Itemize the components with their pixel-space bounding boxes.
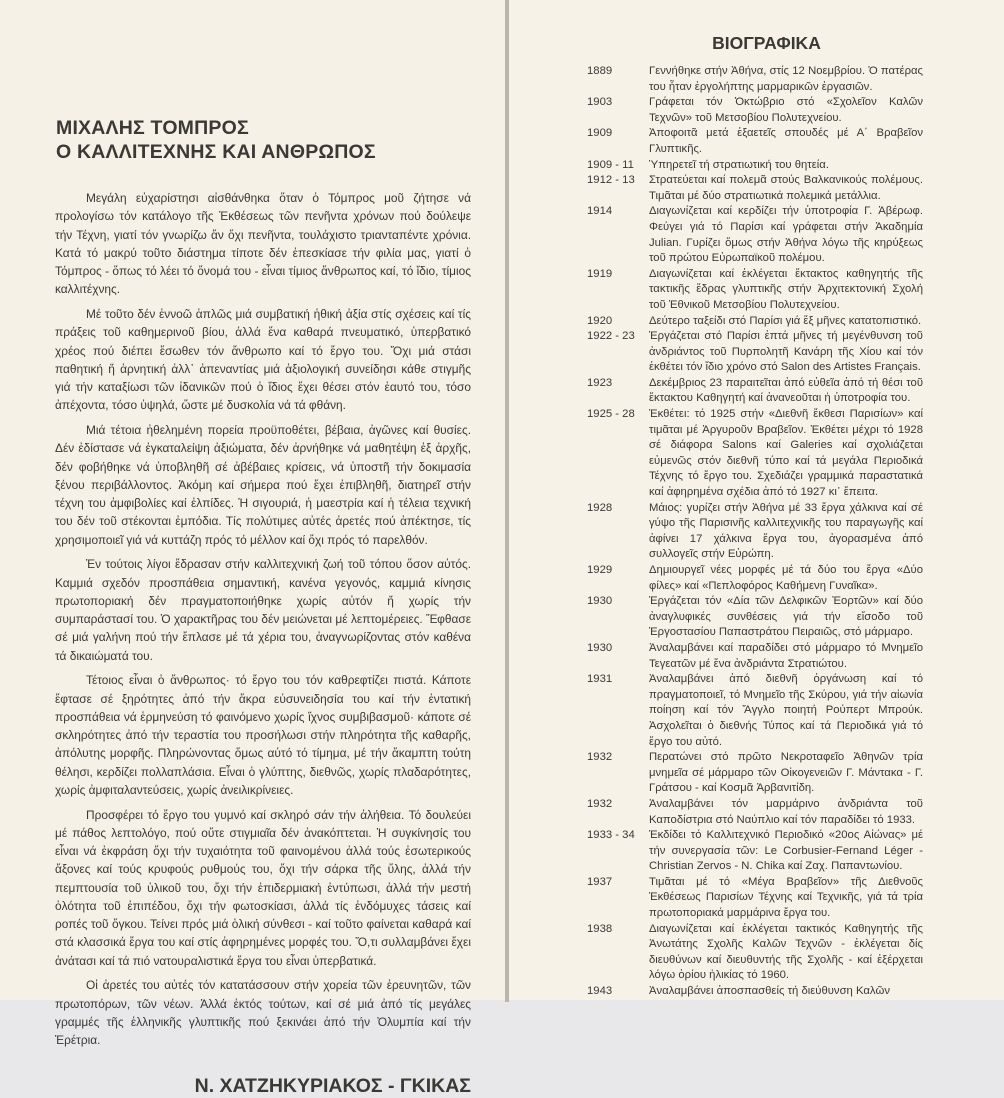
essay-paragraph: Ἐν τούτοις λίγοι ἔδρασαν στήν καλλιτεχνική ζωή τοῦ τόπου ὅσον αὐτός. Καμμιά σχεδόν προσπάθεια σημαντική, κανένα γεγονός, καμμιά κίνησις πρωτοποριακή δέν πραγματοποιήθηκε χωρίς αὐτόν ἤ χωρίς τήν συμπαράστασί του. Ὁ χαρακτῆρας του δέν μειώνεται μέ λεπτομέρειες. Ἔφθασε σέ μιά γαλήνη πού τήν ἔπλασε μέ τά χέρια του, ἀναγνωρίζοντας στόν καθένα τά δικαιώματά του. xyxy=(55,557,471,663)
biography-entry xyxy=(587,407,923,501)
essay-title-line-1: ΜΙΧΑΛΗΣ ΤΟΜΠΡΟΣ xyxy=(56,117,249,139)
entry-year: 1932 xyxy=(587,751,613,764)
biography-entry xyxy=(587,501,923,563)
biography-entry xyxy=(587,922,923,984)
biography-entry xyxy=(587,314,923,330)
entry-text: Δημιουργεῖ νέες μορφές μέ τά δύο του ἔργα «Δύο φίλες» καί «Πεπλοφόρος Καθήμενη Γυναῖκα». xyxy=(649,564,923,592)
biography-list xyxy=(587,64,923,1000)
essay-body xyxy=(55,189,471,1056)
essay-title xyxy=(56,116,471,164)
entry-year: 1943 xyxy=(587,985,613,998)
essay-column xyxy=(55,116,471,1098)
biography-entry xyxy=(587,641,923,672)
entry-text: Δεκέμβριος 23 παραιτεῖται ἀπό εὐθεῖα ἀπό τή θέσι τοῦ ἔκτακτου Καθηγητή καί ἀνανεοῦται ἡ ὑποτροφία του. xyxy=(649,376,923,405)
entry-year: 1938 xyxy=(587,922,613,935)
biography-entry xyxy=(587,594,923,641)
biography-entry xyxy=(587,64,923,95)
essay-paragraph: Μιά τέτοια ἠθελημένη πορεία προϋποθέτει, βέβαια, ἀγῶνες καί θυσίες. Δέν ἐδίστασε νά ἐγκαταλείψη ἀξιώματα, δέν ἀρνήθηκε νά μαθητέψη ἐξ ἀρχῆς, δέν φοβήθηκε νά ὑποβληθῆ σέ ἀβέβαιες κρίσεις, νά ὑποστῆ τήν δοκιμασία ξένου περιβάλλοντος. Ἀκόμη καί σήμερα πού ἔχει ἐπιβληθῆ, διατηρεῖ στήν τέχνη του ἀμφιβολίες καί ἐλπίδες. Ἡ σιγουριά, ἡ μαεστρία καί ἡ τέλεια τεχνική του δέν τοῦ στέκονται ἐμπόδια. Τίς πολύτιμες αὐτές ἀρετές πού ἀπέκτησε, τίς χρησιμοποιεῖ γιά νά κυττάζη πρός τό μέλλον καί ὄχι πρός τό παρελθόν. xyxy=(55,423,471,547)
entry-text: Ἀποφοιτᾶ μετά ἑξαετεῖς σπουδές μέ Α΄ Βραβεῖον Γλυπτικῆς. xyxy=(649,127,923,155)
biography-entry xyxy=(587,828,923,875)
entry-text: Ἀναλαμβάνει ἀπό διεθνῆ ὀργάνωση καί τό πραγματοποιεῖ, τό Μνημεῖο τῆς Σκύρου, γιά τήν αἰωνία ποίηση καί τόν Ἄγγλο ποιητή Ρούπερτ Μπρούκ. Ἀσχολεῖται ὁ διεθνής Τύπος καί τά Περιοδικά γιά τό ἔργο του αὐτό. xyxy=(649,673,923,748)
essay-paragraph: Μέ τοῦτο δέν ἐννοῶ ἁπλῶς μιά συμβατική ἠθική ἀξία στίς σχέσεις καί τίς πράξεις τοῦ καθημερινοῦ βίου, ἀλλά ἕνα καθαρά πνευματικό, ὑπερβατικό χρέος πού διέπει ἔσωθεν τόν ἄνθρωπο καί τό ἔργο του. Ὄχι μιά στάσι παθητική ἤ ἀρνητική ἀλλ᾽ ἀπεναντίας μιά ἀξιολογική συνείδησι κάθε στιγμῆς γιά τήν καταξίωσι τῶν ἰδανικῶν πού ὁ ἴδιος ἔχει θέσει στόν ἑαυτό του, τόσο ἀπέχοντα, τόσο ὑψηλά, ὥστε μέ δυσκολία νά τά φθάνη. xyxy=(55,307,471,413)
biography-title: ΒΙΟΓΡΑΦΙΚΑ xyxy=(712,33,821,53)
right-page xyxy=(509,0,1004,1000)
biography-entry xyxy=(587,126,923,157)
entry-year: 1937 xyxy=(587,875,613,888)
entry-text: Περατώνει στό πρῶτο Νεκροταφεῖο Ἀθηνῶν τρία μνημεῖα σέ μάρμαρο τῶν Οἰκογενειῶν Γ. Μάντακα - Γ. Γράτσου - καί Κοσμᾶ Ἀρβανιτίδη. xyxy=(649,751,923,795)
entry-text: Διαγωνίζεται καί ἐκλέγεται ἔκτακτος καθηγητής τῆς τακτικῆς ἕδρας γλυπτικῆς στήν Ἀρχιτεκτονική Σχολή τοῦ Ἐθνικοῦ Μετσοβίου Πολυτεχνείου. xyxy=(649,267,923,311)
entry-text: Γράφεται τόν Ὀκτώβριο στό «Σχολεῖον Καλῶν Τεχνῶν» τοῦ Μετσοβίου Πολυτεχνείου. xyxy=(649,96,923,124)
entry-year: 1930 xyxy=(587,641,613,654)
entry-year: 1932 xyxy=(587,797,613,810)
entry-year: 1909 xyxy=(587,127,613,140)
biography-entry xyxy=(587,267,923,314)
entry-year: 1912 - 13 xyxy=(587,174,635,187)
entry-text: Δεύτερο ταξείδι στό Παρίσι γιά ἕξ μῆνες κατατοπιστικό. xyxy=(649,314,922,327)
entry-year: 1914 xyxy=(587,205,613,218)
entry-year: 1889 xyxy=(587,65,613,77)
biography-entry xyxy=(587,376,923,407)
biography-entry xyxy=(587,563,923,594)
entry-text: Ἐκδίδει τό Καλλιτεχνικό Περιοδικό «20ος Αἰώνας» μέ τήν συνεργασία τῶν: Le Corbusier-Fernand Léger - Christian Zervos - N. Chika καί Ζαχ. Παπαντωνίου. xyxy=(649,829,923,873)
entry-year: 1931 xyxy=(587,673,613,686)
entry-year: 1920 xyxy=(587,314,613,327)
biography-entry xyxy=(587,672,923,750)
biography-entry xyxy=(587,158,923,174)
biography-entry xyxy=(587,875,923,922)
entry-year: 1922 - 23 xyxy=(587,330,635,343)
entry-year: 1929 xyxy=(587,564,613,576)
biography-entry xyxy=(587,329,923,376)
essay-paragraph: Τέτοιος εἶναι ὁ ἄνθρωπος· τό ἔργο του τόν καθρεφτίζει πιστά. Κάποτε ἔφτασε σέ ξηρότητες ἀπό τήν ἄκρα εὐσυνειδησία του καί τήν ἐντατική προσπάθεια νά ἑρμηνεύση τό φαινόμενο χωρίς ἴχνος συμβιβασμοῦ· κάποτε σέ σκληρότητες ἀπό τήν τεραστία του προσήλωσι στήν πληρότητα τῆς καθαρῆς, ἀπόλυτης μορφῆς. Πληρώνοντας ὅμως αὐτό τό τίμημα, μέ τήν ἄκαμπτη τούτη θέλησι, κερδίζει πολλαπλάσια. Εἶναι ὁ γλύπτης, διεθνῶς, χωρίς πλαδαρότητες, χωρίς ἀμφιταλαντεύσεις, χωρίς ἀνειλικρίνειες. xyxy=(55,673,471,797)
entry-year: 1930 xyxy=(587,595,613,608)
biography-entry xyxy=(587,750,923,797)
biography-entry xyxy=(587,173,923,204)
entry-text: Στρατεύεται καί πολεμᾶ στούς Βαλκανικούς πολέμους. Τιμᾶται μέ δύο στρατιωτικά πολεμικά μετάλλια. xyxy=(649,174,923,202)
entry-text: Ὑπηρετεῖ τή στρατιωτική του θητεία. xyxy=(649,158,829,171)
entry-year: 1909 - 11 xyxy=(587,158,634,171)
biography-entry xyxy=(587,797,923,828)
biography-entry xyxy=(587,95,923,126)
essay-paragraph: Προσφέρει τό ἔργο του γυμνό καί σκληρό σάν τήν ἀλήθεια. Τό δουλεύει μέ πάθος λεπτολόγο, πού οὔτε στιγμιαῖα δέν ἀνακόπτεται. Ἡ συγκίνησίς του εἶναι νά ἐκφράση ὄχι τήν τυχαιότητα τοῦ φαινομένου ἀλλά τούς ἐσωτερικούς ἄξονες καί τούς κρυφούς ρυθμούς του, ὄχι τήν σάρκα τῆς ὕλης, ἀλλά τήν πεμπτουσία τοῦ ὑλικοῦ του, ὄχι τήν ἐπιδερμιακή ἐντύπωσι, ἀλλά τήν μεστή ὁλότητα τοῦ ἐπιπέδου, ὄχι τήν φωτοσκίασι, ἀλλά τίς ἐνδόμυχες τάσεις καί ροπές τοῦ ὄγκου. Τείνει πρός μιά ὁλική σύνθεσι - καί τοῦτο φαίνεται καθαρά καί στά κλασσικά ἔργα του καί στίς ἀφηρημένες μορφές του. Ὅ,τι συλλαμβάνει ἔχει ἀνάτασι καί τά πιό νατουραλιστικά ἔργα του εἶναι ὑπερβατικά. xyxy=(55,807,471,968)
biography-entry xyxy=(587,204,923,266)
entry-year: 1928 xyxy=(587,501,613,514)
entry-year: 1925 - 28 xyxy=(587,408,635,421)
entry-text: Γεννήθηκε στήν Ἀθήνα, στίς 12 Νοεμβρίου. Ὁ πατέρας του ἦταν ἐργολήπτης μαρμαρικῶν ἐργασιῶν. xyxy=(649,65,923,93)
entry-text: Τιμᾶται μέ τό «Μέγα Βραβεῖον» τῆς Διεθνοῦς Ἐκθέσεως Παρισίων Τέχνης καί Τεχνικῆς, γιά τά τρία πρωτοποριακά μαρμάρινα ἔργα του. xyxy=(649,875,923,920)
entry-text: Ἀναλαμβάνει ἀποσπασθείς τή διεύθυνση Καλῶν xyxy=(649,985,891,998)
entry-year: 1923 xyxy=(587,376,613,389)
entry-year: 1933 - 34 xyxy=(587,829,635,842)
entry-text: Διαγωνίζεται καί ἐκλέγεται τακτικός Καθηγητής τῆς Ἀνωτάτης Σχολῆς Καλῶν Τεχνῶν - ἐκλέγεται δίς διευθύνων καί διευθυντής τῆς Σχολῆς - καί ἐξέρχεται λόγω ὁρίου ἡλικίας τό 1960. xyxy=(649,922,923,982)
entry-text: Ἀναλαμβάνει καί παραδίδει στό μάρμαρο τό Μνημεῖο Τεγεατῶν μέ ἕνα ἀνδριάντα Στρατιώτου. xyxy=(649,641,923,670)
entry-year: 1903 xyxy=(587,96,613,109)
entry-year: 1919 xyxy=(587,267,613,280)
essay-paragraph: Μεγάλη εὐχαρίστησι αἰσθάνθηκα ὅταν ὁ Τόμπρος μοῦ ζήτησε νά προλογίσω τόν κατάλογο τῆς Ἐκθέσεως τῶν πενῆντα χρόνων πού δούλεψε τήν Τέχνη, γιατί τόν γνωρίζω ἄν ὄχι πενῆντα, τουλάχιστο τριανταπέντε χρόνια. Κατά τό μακρύ τοῦτο διάστημα τίποτε δέν ἐπεσκίασε τήν φιλία μας, γιατί ὁ Τόμπρος - ὅπως τό λέει τό ὄνομά του - εἶναι τίμιος ἄνθρωπος καί, τό ἴδιο, τίμιος καλλιτέχνης. xyxy=(55,191,471,297)
author-signature: Ν. ΧΑΤΖΗΚΥΡΙΑΚΟΣ - ΓΚΙΚΑΣ xyxy=(194,1074,471,1097)
entry-text: Ἐργάζεται τόν «Δία τῶν Δελφικῶν Ἑορτῶν» καί δύο ἀναγλυφικές συνθέσεις γιά τήν εἴσοδο τοῦ Ἐργοστασίου Παπαστράτου Πειραιῶς, στό μάρμαρο. xyxy=(649,595,923,639)
biography-entry xyxy=(587,984,923,1000)
entry-text: Μάιος: γυρίζει στήν Ἀθήνα μέ 33 ἔργα χάλκινα καί σέ γύψο τῆς Παρισινῆς καλλιτεχνικῆς του παραγωγῆς καί ἀφίνει 17 χάλκινα ἔργα του, ἀγορασμένα ἀπό συλλογεῖς στήν Εὐρώπη. xyxy=(649,501,923,561)
entry-text: Ἀναλαμβάνει τόν μαρμάρινο ἀνδριάντα τοῦ Καποδίστρια στό Ναύπλιο καί τόν παραδίδει τό 1933. xyxy=(649,797,923,826)
essay-paragraph: Οἱ ἀρετές του αὐτές τόν κατατάσσουν στήν χορεία τῶν ἐρευνητῶν, τῶν πρωτοπόρων, τῶν νέων. Ἀλλά ἐκτός τούτων, καί σέ μιά ἀπό τίς μεγάλες γραμμές τῆς ἑλληνικῆς γλυπτικῆς πού ξεκινάει ἀπό τήν Ὀλυμπία καί τήν Ἐρέτρια. xyxy=(55,978,471,1047)
entry-text: Διαγωνίζεται καί κερδίζει τήν ὑποτροφία Γ. Ἀβέρωφ. Φεύγει γιά τό Παρίσι καί γράφεται στήν Ἀκαδημία Julian. Γυρίζει ὅμως στήν Ἀθήνα λόγω τῆς κηρύξεως τοῦ πρώτου Εὐρωπαϊκοῦ πολέμου. xyxy=(649,205,923,265)
essay-title-line-2: Ο ΚΑΛΛΙΤΕΧΝΗΣ ΚΑΙ ΑΝΘΡΩΠΟΣ xyxy=(56,141,376,163)
entry-text: Ἐκθέτει: τό 1925 στήν «Διεθνῆ ἔκθεσι Παρισίων» καί τιμᾶται μέ Ἀργυροῦν Βραβεῖον. Ἐκθέτει μέχρι τό 1928 σέ διάφορα Salons καί Galeries καί σχολιάζεται εὐμενῶς στόν διεθνῆ τύπο καί τά μεγάλα Περιοδικά Τέχνης τό ἔργο του. Σχεδιάζει γραμμικά παραστατικά καί ἀφηρημένα σχέδια ἀπό τό 1927 κι᾽ ἔπειτα. xyxy=(649,408,923,499)
entry-text: Ἐργάζεται στό Παρίσι ἑπτά μῆνες τή μεγένθυνση τοῦ ἀνδριάντος τοῦ Πυρπολητῆ Κανάρη τῆς Χίου καί τόν ἐκθέτει τόν ἴδιο χρόνο στό Salon des Artistes Français. xyxy=(649,330,923,374)
